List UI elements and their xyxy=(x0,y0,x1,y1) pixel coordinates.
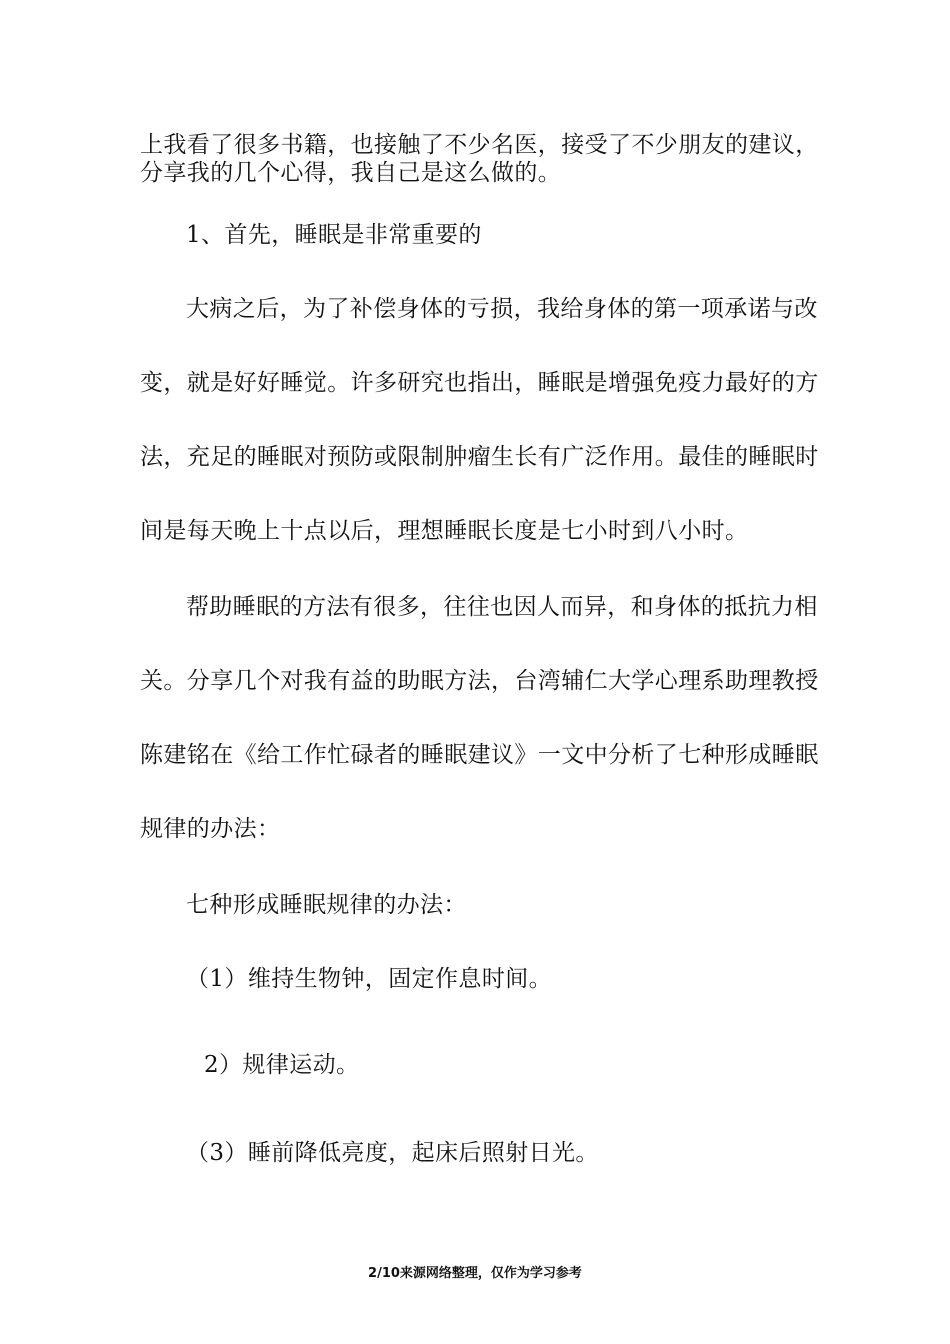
text-line: 规律的办法： xyxy=(140,816,281,842)
section-heading: 1、首先，睡眠是非常重要的 xyxy=(186,222,482,248)
list-item: （1）维持生物钟，固定作息时间。 xyxy=(186,966,553,992)
text-line: 间是每天晚上十点以后，理想睡眠长度是七小时到八小时。 xyxy=(140,518,749,544)
text-line: 帮助睡眠的方法有很多，往往也因人而异，和身体的抵抗力相 xyxy=(186,594,818,620)
list-item: （3）睡前降低亮度，起床后照射日光。 xyxy=(186,1140,599,1166)
list-item: 2）规律运动。 xyxy=(204,1052,360,1078)
text-line: 法，充足的睡眠对预防或限制肿瘤生长有广泛作用。最佳的睡眠时 xyxy=(140,444,819,470)
list-heading: 七种形成睡眠规律的办法： xyxy=(186,892,467,918)
page-footer: 2/10来源网络整理，仅作为学习参考 xyxy=(368,1266,582,1281)
text-line: 关。分享几个对我有益的助眠方法，台湾辅仁大学心理系助理教授 xyxy=(140,668,819,694)
text-line: 分享我的几个心得，我自己是这么做的。 xyxy=(140,160,562,186)
text-line: 大病之后，为了补偿身体的亏损，我给身体的第一项承诺与改 xyxy=(186,296,818,322)
text-line: 上我看了很多书籍，也接触了不少名医，接受了不少朋友的建议， xyxy=(140,132,819,158)
text-line: 变，就是好好睡觉。许多研究也指出，睡眠是增强免疫力最好的方 xyxy=(140,370,819,396)
text-line: 陈建铭在《给工作忙碌者的睡眠建议》一文中分析了七种形成睡眠 xyxy=(140,742,819,768)
